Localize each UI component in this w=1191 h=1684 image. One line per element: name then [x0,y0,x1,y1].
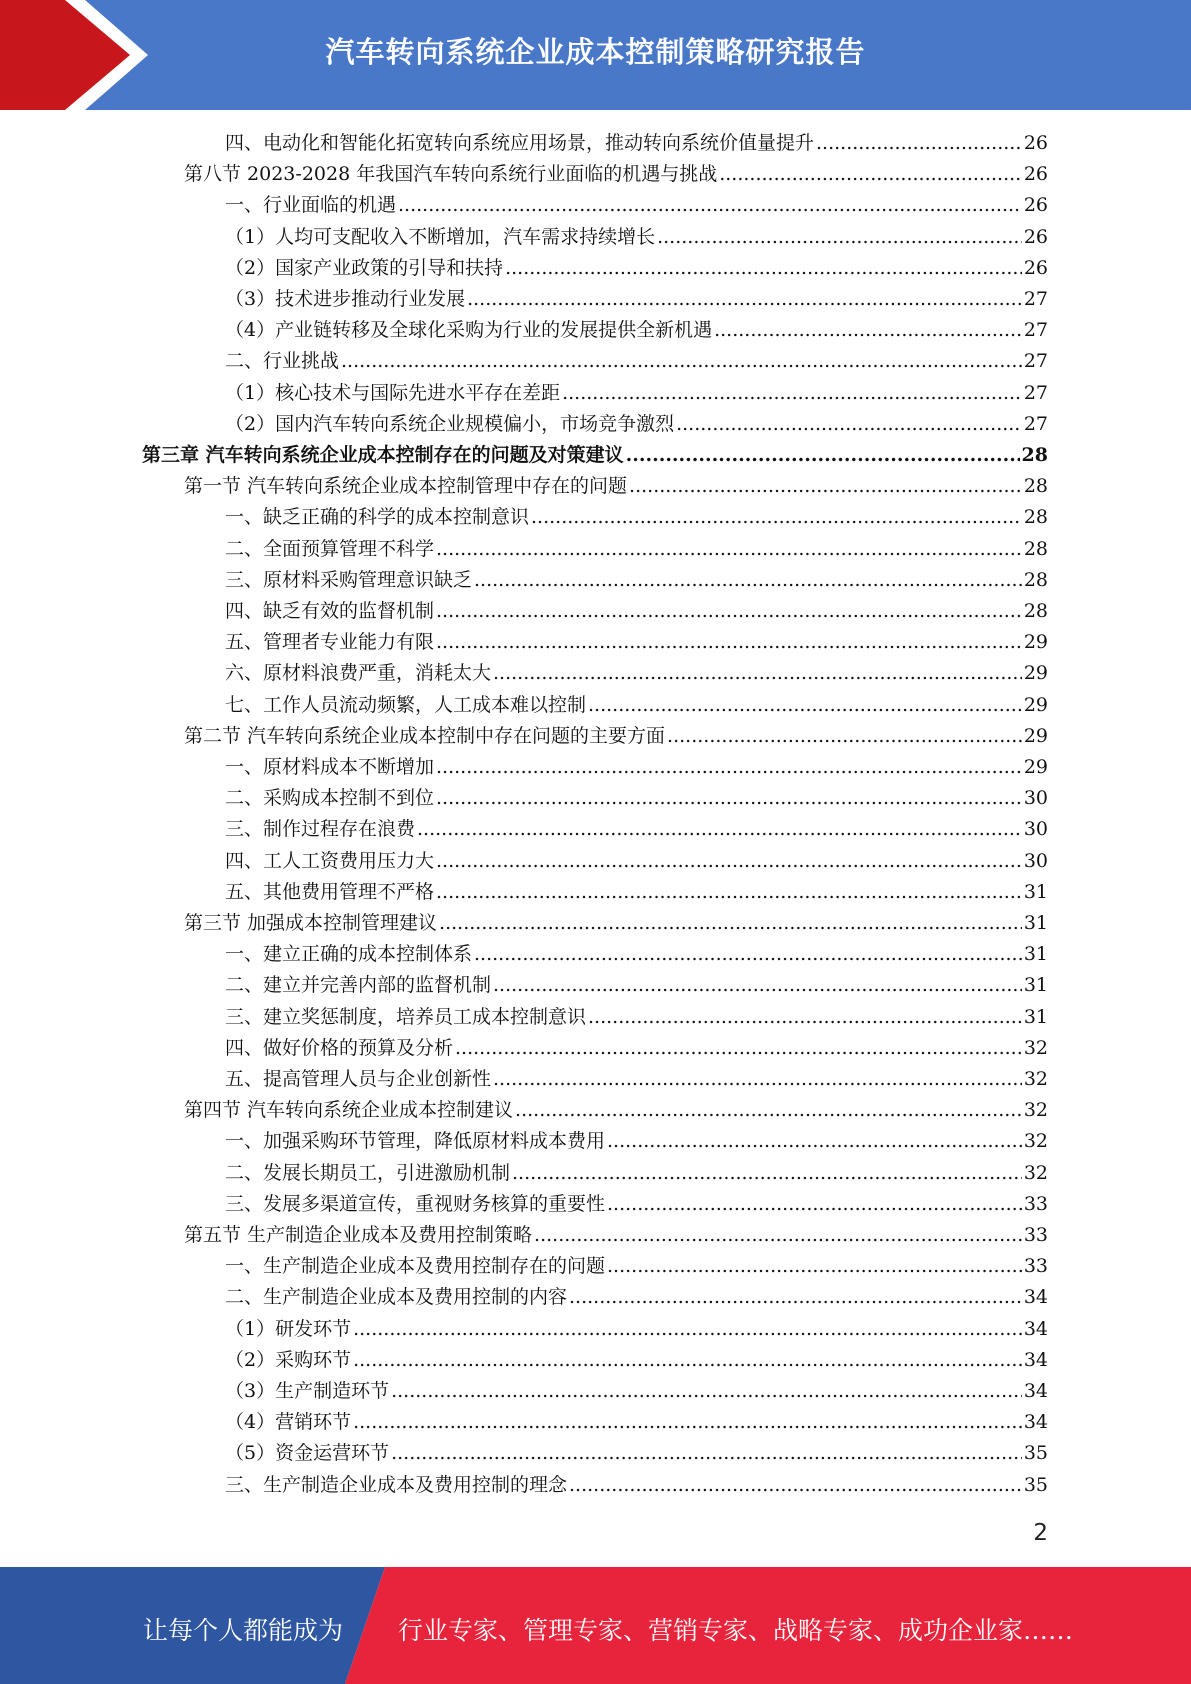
toc-entry[interactable] [184,471,1048,502]
toc-entry-page: 28 [1023,600,1048,622]
toc-entry[interactable] [225,658,1048,689]
toc-entry-page: 27 [1023,350,1048,373]
toc-entry-title: 一、建立正确的成本控制体系 [225,943,473,966]
toc-entry-title: （4）营销环节 [225,1411,352,1434]
toc-entry-title: （2）国内汽车转向系统企业规模偏小，市场竞争激烈 [225,412,675,435]
toc-dot-leader [436,877,1022,908]
toc-entry-title: （5）资金运营环节 [225,1442,390,1465]
toc-dot-leader [531,502,1022,533]
toc-entry[interactable] [225,939,1048,970]
toc-entry-page: 28 [1023,506,1048,529]
toc-entry[interactable] [225,1438,1048,1469]
toc-entry-title: 二、行业挑战 [225,350,340,373]
toc-dot-leader [676,409,1022,440]
toc-entry-page: 32 [1023,1099,1048,1122]
toc-dot-leader [607,1126,1022,1157]
toc-entry-title: （2）国家产业政策的引导和扶持 [225,256,504,279]
toc-dot-leader [341,346,1022,377]
toc-dot-leader [436,627,1022,658]
toc-dot-leader [493,1064,1022,1095]
toc-entry-title: 第三章 汽车转向系统企业成本控制存在的问题及对策建议 [142,444,624,466]
toc-dot-leader [816,128,1022,159]
toc-entry-page: 31 [1023,974,1048,997]
toc-entry-page: 30 [1023,787,1048,810]
toc-dot-leader [436,783,1022,814]
toc-entry[interactable] [225,190,1048,221]
toc-entry[interactable] [184,159,1048,190]
toc-dot-leader [719,159,1022,190]
toc-entry[interactable] [225,1158,1048,1189]
toc-entry-title: 二、全面预算管理不科学 [225,537,435,560]
toc-dot-leader [474,939,1022,970]
toc-entry-page: 27 [1023,288,1048,310]
toc-entry[interactable] [225,1470,1048,1501]
toc-entry-title: 一、生产制造企业成本及费用控制存在的问题 [225,1255,606,1278]
toc-entry-title: 四、工人工资费用压力大 [225,849,435,872]
toc-entry-page: 33 [1023,1224,1048,1246]
toc-dot-leader [562,378,1022,409]
toc-dot-leader [515,1095,1022,1126]
toc-entry-title: 三、原材料采购管理意识缺乏 [225,568,473,591]
toc-entry-title: 三、建立奖惩制度，培养员工成本控制意识 [225,1005,587,1028]
toc-entry-title: 第四节 汽车转向系统企业成本控制建议 [184,1099,514,1122]
toc-entry[interactable] [225,284,1048,315]
toc-entry[interactable] [225,690,1048,721]
toc-entry[interactable] [225,378,1048,409]
toc-entry-title: 第八节 2023-2028 年我国汽车转向系统行业面临的机遇与挑战 [184,163,718,186]
toc-entry[interactable] [225,315,1048,346]
toc-dot-leader [353,1345,1022,1376]
toc-entry-page: 31 [1023,1005,1048,1028]
toc-entry[interactable] [225,409,1048,440]
toc-entry[interactable] [225,1189,1048,1220]
page-number: 2 [1033,1520,1048,1546]
toc-entry[interactable] [225,222,1048,253]
toc-entry-page: 35 [1023,1473,1048,1496]
toc-entry-page: 28 [1023,568,1048,591]
toc-entry[interactable] [225,783,1048,814]
toc-dot-leader [391,1438,1022,1469]
toc-entry-page: 30 [1023,849,1048,872]
toc-dot-leader [607,1189,1022,1220]
toc-dot-leader [534,1220,1022,1251]
toc-entry[interactable] [142,440,1048,471]
toc-entry-page: 31 [1023,912,1048,934]
page-footer [0,1567,1191,1684]
toc-entry[interactable] [184,1220,1048,1251]
toc-entry[interactable] [225,596,1048,627]
toc-dot-leader [353,1407,1022,1438]
toc-entry-page: 34 [1023,1411,1048,1434]
toc-entry-page: 30 [1023,818,1048,841]
toc-entry-page: 33 [1023,1192,1048,1215]
toc-dot-leader [436,534,1022,565]
toc-entry-page: 29 [1023,756,1048,778]
toc-dot-leader [607,1251,1022,1282]
footer-slogan-left: 让每个人都能成为 [143,1616,344,1645]
toc-dot-leader [436,752,1022,783]
toc-entry-page: 26 [1023,225,1048,248]
toc-entry-title: （3）技术进步推动行业发展 [225,288,466,310]
toc-dot-leader [588,690,1022,721]
toc-entry-page: 29 [1023,662,1048,685]
toc-dot-leader [493,658,1022,689]
toc-dot-leader [467,284,1022,315]
toc-entry-page: 28 [1023,537,1048,560]
toc-entry[interactable] [225,1282,1048,1313]
toc-entry-page: 28 [1023,475,1048,498]
toc-dot-leader [588,1002,1022,1033]
toc-entry-title: 第五节 生产制造企业成本及费用控制策略 [184,1224,533,1246]
toc-entry[interactable] [225,565,1048,596]
toc-entry[interactable] [225,1407,1048,1438]
toc-entry-page: 33 [1023,1255,1048,1278]
toc-entry-page: 26 [1023,194,1048,217]
toc-entry-title: （1）人均可支配收入不断增加，汽车需求持续增长 [225,225,656,248]
toc-entry-title: 五、管理者专业能力有限 [225,631,435,654]
toc-entry-title: 三、生产制造企业成本及费用控制的理念 [225,1473,568,1496]
toc-entry[interactable] [225,1064,1048,1095]
toc-entry[interactable] [225,752,1048,783]
toc-dot-leader [569,1470,1022,1501]
toc-entry-title: 一、加强采购环节管理，降低原材料成本费用 [225,1130,606,1153]
toc-dot-leader [714,315,1022,346]
toc-dot-leader [436,596,1022,627]
toc-entry-page: 28 [1021,444,1048,466]
toc-dot-leader [398,190,1022,221]
toc-entry-title: 第三节 加强成本控制管理建议 [184,912,438,934]
toc-entry-title: 一、行业面临的机遇 [225,194,397,217]
toc-entry[interactable] [225,1376,1048,1407]
toc-entry-title: 一、缺乏正确的科学的成本控制意识 [225,506,530,529]
toc-entry-page: 32 [1023,1130,1048,1153]
toc-entry-title: 五、提高管理人员与企业创新性 [225,1068,492,1090]
toc-entry[interactable] [184,721,1048,752]
toc-entry-page: 29 [1023,693,1048,716]
toc-entry-page: 34 [1023,1286,1048,1309]
toc-entry-page: 34 [1023,1348,1048,1371]
toc-entry-title: （2）采购环节 [225,1348,352,1371]
toc-dot-leader [626,440,1020,471]
toc-entry[interactable] [225,534,1048,565]
toc-entry-title: 三、制作过程存在浪费 [225,818,416,841]
toc-dot-leader [455,1033,1022,1064]
toc-entry-title: 二、采购成本控制不到位 [225,787,435,810]
toc-entry-title: 六、原材料浪费严重，消耗太大 [225,662,492,685]
toc-entry-title: 二、生产制造企业成本及费用控制的内容 [225,1286,568,1309]
toc-entry[interactable] [225,1251,1048,1282]
toc-dot-leader [436,846,1022,877]
toc-entry-title: （1）研发环节 [225,1317,352,1340]
toc-entry-title: 第一节 汽车转向系统企业成本控制管理中存在的问题 [184,475,628,498]
toc-entry-page: 26 [1023,163,1048,186]
toc-entry[interactable] [225,627,1048,658]
toc-entry-page: 27 [1023,319,1048,342]
toc-entry-page: 32 [1023,1036,1048,1059]
toc-dot-leader [474,565,1022,596]
toc-entry-page: 29 [1023,724,1048,747]
footer-slogan-right: 行业专家、管理专家、营销专家、战略专家、成功企业家…… [398,1616,1074,1645]
toc-dot-leader [657,222,1022,253]
toc-entry[interactable] [225,1126,1048,1157]
toc-entry-title: （1）核心技术与国际先进水平存在差距 [225,381,561,404]
toc-entry-page: 31 [1023,943,1048,966]
report-title: 汽车转向系统企业成本控制策略研究报告 [325,35,866,69]
toc-entry[interactable] [225,128,1048,159]
toc-entry[interactable] [184,1095,1048,1126]
toc-dot-leader [493,970,1022,1001]
toc-dot-leader [353,1314,1022,1345]
toc-entry[interactable] [225,1345,1048,1376]
toc-entry[interactable] [225,814,1048,845]
toc-entry-title: 二、发展长期员工，引进激励机制 [225,1161,511,1184]
toc-dot-leader [417,814,1022,845]
toc-entry-page: 32 [1023,1161,1048,1184]
toc-entry[interactable] [225,1033,1048,1064]
toc-entry[interactable] [225,346,1048,377]
toc-entry-page: 27 [1023,381,1048,404]
toc-entry-page: 26 [1023,132,1048,154]
toc-entry-page: 32 [1023,1068,1048,1090]
toc-entry-title: 三、发展多渠道宣传，重视财务核算的重要性 [225,1192,606,1215]
toc-dot-leader [512,1158,1022,1189]
toc-dot-leader [505,253,1022,284]
toc-entry-page: 34 [1023,1380,1048,1402]
toc-entry-title: 四、缺乏有效的监督机制 [225,600,435,622]
toc-entry[interactable] [225,846,1048,877]
toc-entry[interactable] [184,908,1048,939]
page-header [0,0,1191,110]
toc-entry-title: （4）产业链转移及全球化采购为行业的发展提供全新机遇 [225,319,713,342]
toc-entry-title: 第二节 汽车转向系统企业成本控制中存在问题的主要方面 [184,724,666,747]
toc-entry[interactable] [225,1002,1048,1033]
toc-entry-title: 四、电动化和智能化拓宽转向系统应用场景，推动转向系统价值量提升 [225,132,815,154]
toc-entry-page: 31 [1023,880,1048,903]
toc-dot-leader [391,1376,1022,1407]
toc-dot-leader [629,471,1022,502]
toc-entry[interactable] [225,970,1048,1001]
toc-dot-leader [667,721,1022,752]
toc-entry[interactable] [225,1314,1048,1345]
toc-entry-page: 35 [1023,1442,1048,1465]
toc-entry-page: 26 [1023,256,1048,279]
toc-entry-title: 七、工作人员流动频繁，人工成本难以控制 [225,693,587,716]
toc-entry-page: 27 [1023,412,1048,435]
toc-entry-page: 29 [1023,631,1048,654]
toc-entry-title: 二、建立并完善内部的监督机制 [225,974,492,997]
toc-entry-title: 四、做好价格的预算及分析 [225,1036,454,1059]
toc-entry[interactable] [225,877,1048,908]
toc-dot-leader [439,908,1022,939]
toc-entry-title: 一、原材料成本不断增加 [225,756,435,778]
toc-entry-title: （3）生产制造环节 [225,1380,390,1402]
toc-entry[interactable] [225,253,1048,284]
toc-entry-title: 五、其他费用管理不严格 [225,880,435,903]
toc-dot-leader [569,1282,1022,1313]
toc-entry[interactable] [225,502,1048,533]
toc-entry-page: 34 [1023,1317,1048,1340]
